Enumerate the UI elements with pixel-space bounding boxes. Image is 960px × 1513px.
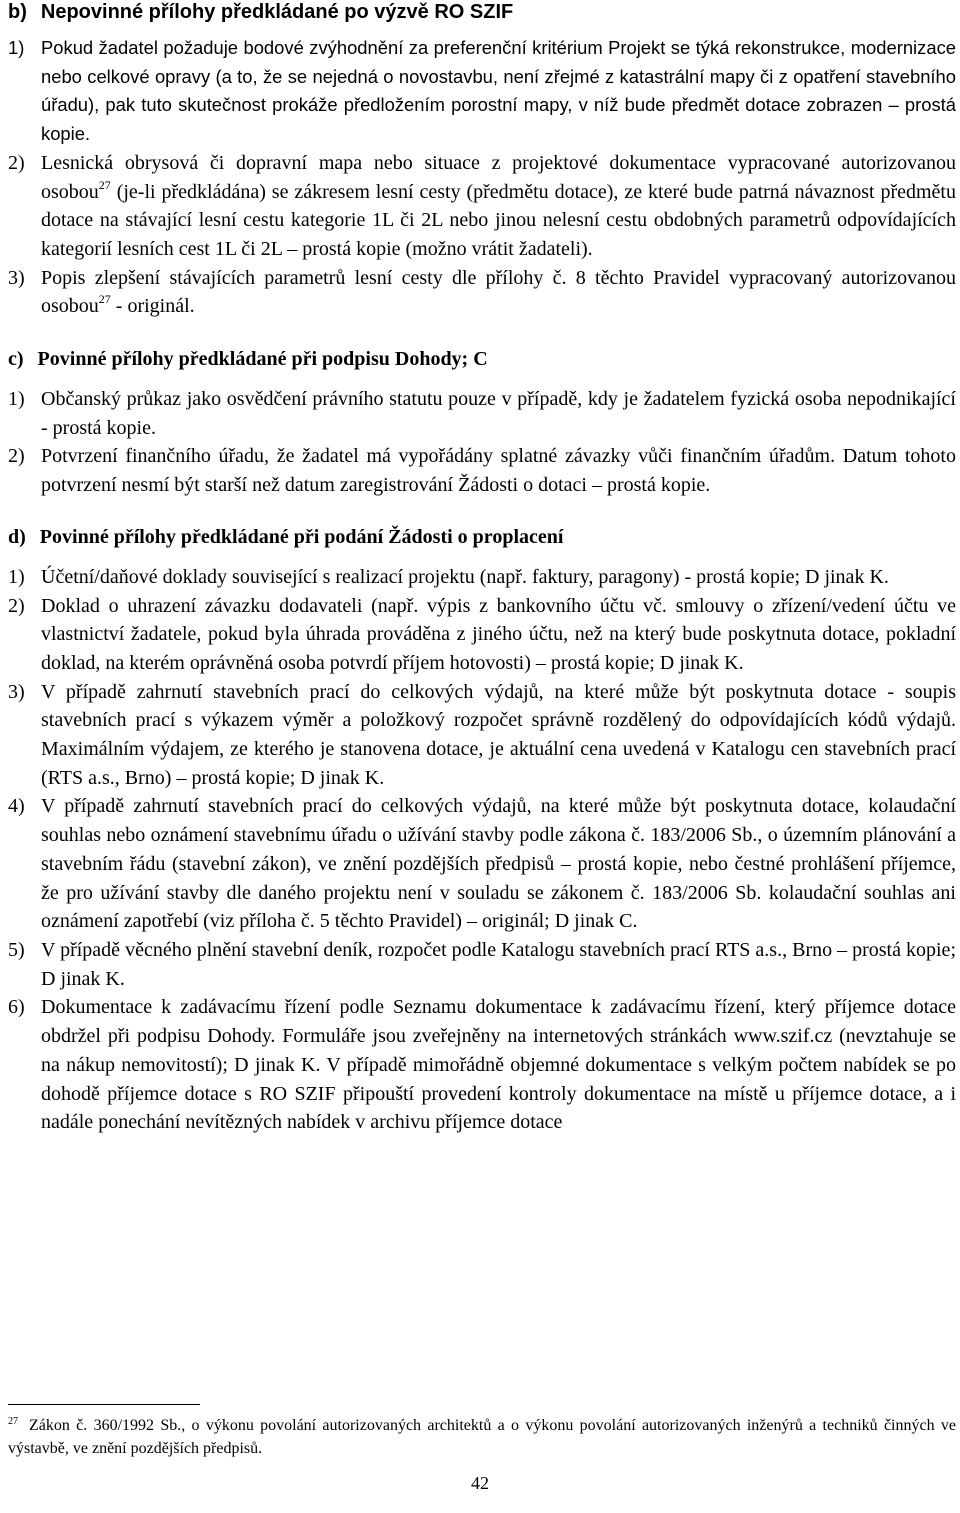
item-number: 2)	[8, 445, 25, 468]
footnote-text: Zákon č. 360/1992 Sb., o výkonu povolání autorizovaných architektů a o výkonu povolání autorizovaných inženýrů a techniků činných ve výstavbě, ve znění pozdějších předpisů.	[8, 1417, 956, 1457]
item-number: 2)	[8, 151, 25, 174]
section-c-letter: c)	[8, 348, 24, 371]
footnote-separator	[8, 1404, 200, 1405]
section-d-letter: d)	[8, 525, 26, 548]
item-number: 2)	[8, 594, 25, 617]
item-text: Občanský průkaz jako osvědčení právního statutu pouze v případě, kdy je žadatelem fyzická osoba nepodnikající - prostá kopie.	[41, 388, 956, 439]
list-item	[8, 34, 956, 149]
page-number: 42	[471, 1473, 489, 1493]
item-text: Dokumentace k zadávacímu řízení podle Seznamu dokumentace k zadávacímu řízení, který příjemce dotace obdržel při podpisu Dohody. Formuláře jsou zveřejněny na internetových stránkách www.szif.cz (nevztahuje se na nákup nemovitostí); D jinak K. V případě mimořádně objemné dokumentace s velkým počtem nabídek se po dohodě příjemce dotace s RO SZIF připouští provedení kontroly dokumentace na místě u příjemce dotace, a i nadále ponechání nevítězných nabídek v archivu příjemce dotace	[41, 996, 956, 1134]
list-item	[8, 563, 956, 592]
section-b-letter: b)	[8, 1, 27, 23]
list-item	[8, 442, 956, 499]
list-item	[8, 792, 956, 936]
item-text: V případě zahrnutí stavebních prací do celkových výdajů, na které může být poskytnuta dotace, kolaudační souhlas nebo oznámení stavebnímu úřadu o užívání stavby podle zákona č. 183/2006 Sb., o územním plánování a stavebním řádu (stavební zákon), ve znění pozdějších předpisů – prostá kopie, nebo čestné prohlášení příjemce, že pro užívání stavby dle daného projektu není v souladu se zákonem č. 183/2006 Sb. kolaudační souhlas ani oznámení zapotřebí (viz příloha č. 5 těchto Pravidel) – originál; D jinak C.	[41, 795, 956, 933]
item-text: Účetní/daňové doklady související s realizací projektu (např. faktury, paragony) - prostá kopie; D jinak K.	[41, 565, 889, 588]
footnote-reference[interactable]: 27	[98, 177, 111, 192]
item-text-continued: (je-li předkládána) se zákresem lesní cesty (předmětu dotace), ze které bude patrná návaznost předmětu dotace na stávající lesní cestu kategorie 1L či 2L nebo jinou nelesní cestu obdobných parametrů odpovídajících kategorií lesních cest 1L či 2L – prostá kopie (možno vrátit žadateli).	[41, 180, 956, 260]
list-item	[8, 385, 956, 442]
section-c-list	[8, 385, 956, 500]
item-text: Pokud žadatel požaduje bodové zvýhodnění za preferenční kritérium Projekt se týká rekonstrukce, modernizace nebo celkové opravy (a to, že se nejedná o novostavbu, není zřejmé z katastrální mapy či z opatření stavebního úřadu), pak tuto skutečnost prokáže předložením porostní mapy, v níž bude předmět dotace zobrazen – prostá kopie.	[41, 37, 956, 145]
section-b-list	[8, 34, 956, 149]
item-text: Popis zlepšení stávajících parametrů lesní cesty dle přílohy č. 8 těchto Pravidel vypracovaný autorizovanou osobou	[41, 266, 956, 318]
item-number: 4)	[8, 795, 25, 818]
section-d-heading	[8, 524, 956, 550]
item-number: 3)	[8, 680, 25, 703]
footnote-reference[interactable]: 27	[98, 292, 111, 307]
item-text: Lesnická obrysová či dopravní mapa nebo situace z projektové dokumentace vypracované autorizovanou osobou	[41, 151, 956, 203]
item-number: 1)	[8, 37, 25, 58]
section-d-list	[8, 563, 956, 1137]
item-number: 1)	[8, 565, 25, 588]
item-number: 5)	[8, 938, 25, 961]
item-number: 3)	[8, 266, 25, 289]
item-text: V případě věcného plnění stavební deník, rozpočet podle Katalogu stavebních prací RTS a.s., Brno – prostá kopie; D jinak K.	[41, 938, 956, 990]
item-text: Doklad o uhrazení závazku dodavateli (např. výpis z bankovního účtu vč. smlouvy o zřízení/vedení účtu ve vlastnictví žadatele, pokud byla úhrada prováděna z jiného účtu, než na který bude poskytnuta dotace, pokladní doklad, na kterém oprávněná osoba potvrdí příjem hotovosti) – prostá kopie; D jinak K.	[41, 594, 956, 674]
list-item	[8, 264, 956, 321]
footnote-mark: 27	[8, 1416, 18, 1427]
item-number: 1)	[8, 388, 25, 411]
list-item	[8, 592, 956, 678]
list-item	[8, 678, 956, 793]
footnote	[8, 1414, 956, 1460]
item-number: 6)	[8, 996, 25, 1019]
list-item	[8, 149, 956, 264]
section-c-title: Povinné přílohy předkládané při podpisu Dohody; C	[37, 348, 488, 371]
section-b-list-continued	[8, 149, 956, 321]
item-text: Potvrzení finančního úřadu, že žadatel má vypořádány splatné závazky vůči finančním úřadům. Datum tohoto potvrzení nesmí být starší než datum zaregistrování Žádosti o dotaci – prostá kopie.	[41, 445, 956, 497]
item-text-continued: - originál.	[110, 295, 195, 318]
list-item	[8, 936, 956, 993]
document-page	[8, 0, 956, 1137]
list-item	[8, 993, 956, 1137]
item-text: V případě zahrnutí stavebních prací do celkových výdajů, na které může být poskytnuta dotace - soupis stavebních prací s výkazem výměr a položkový rozpočet správně rozdělený do odpovídajících kódů výdajů. Maximálním výdajem, ze kterého je stanovena dotace, je aktuální cena uvedená v Katalogu cen stavebních prací (RTS a.s., Brno) – prostá kopie; D jinak K.	[41, 680, 956, 789]
section-c-heading	[8, 346, 956, 372]
section-b-heading	[8, 0, 956, 25]
section-d-title: Povinné přílohy předkládané při podání Žádosti o proplacení	[39, 525, 564, 548]
section-b-title: Nepovinné přílohy předkládané po výzvě RO SZIF	[40, 1, 514, 23]
